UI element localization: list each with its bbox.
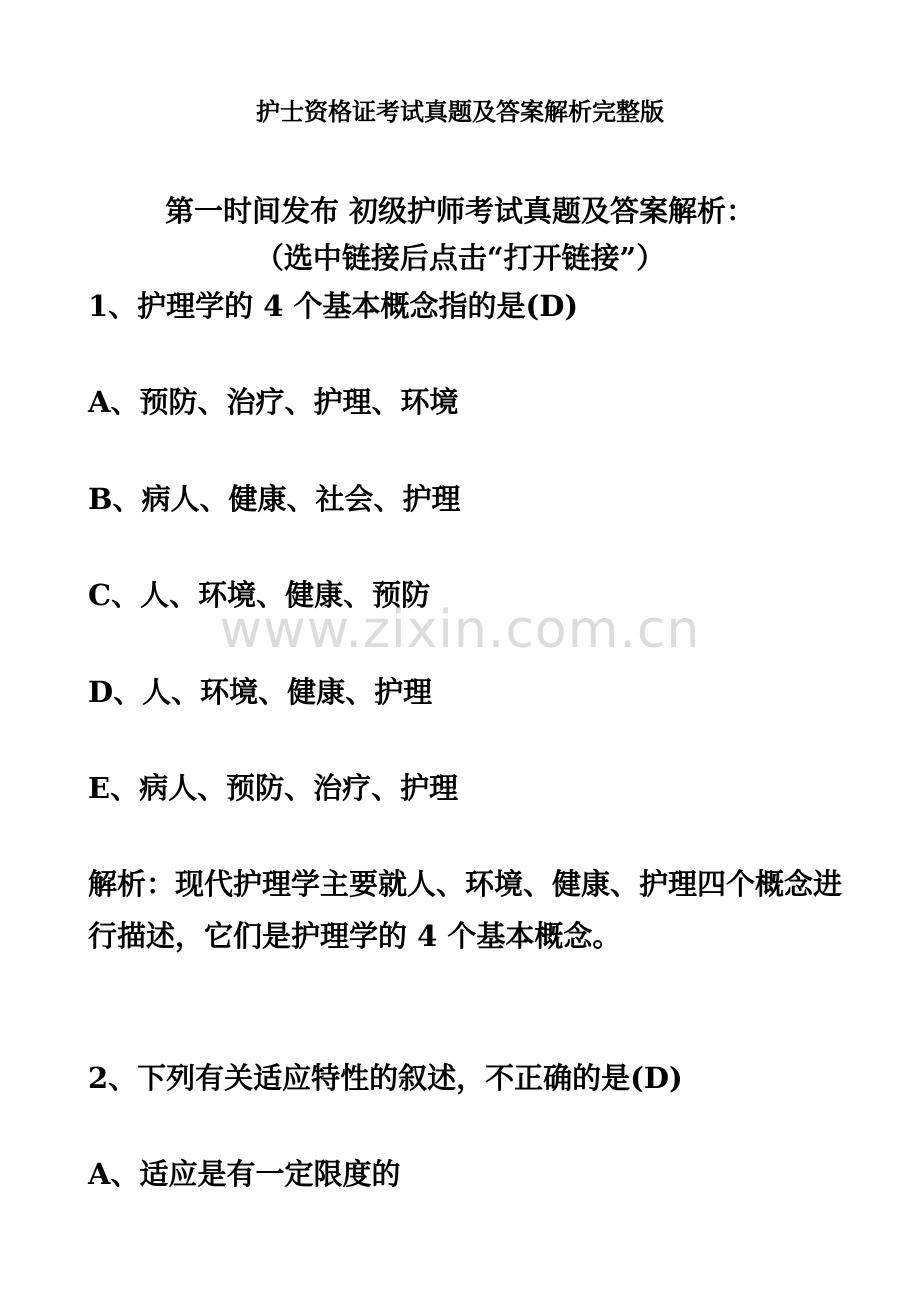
question-2-option-a: A、适应是有一定限度的	[88, 1157, 401, 1191]
question-1-option-c: C、人、环境、健康、预防	[88, 578, 431, 612]
question-1-analysis: 解析：现代护理学主要就人、环境、健康、护理四个概念进行描述，它们是护理学的 4 个基本概念。	[88, 867, 843, 953]
question-2-stem: 2、下列有关适应特性的叙述，不正确的是(D)	[88, 1061, 683, 1095]
question-1-option-e: E、病人、预防、治疗、护理	[88, 771, 459, 805]
announcement-heading: 第一时间发布 初级护师考试真题及答案解析：	[164, 194, 756, 228]
question-1-option-b: B、病人、健康、社会、护理	[88, 482, 461, 516]
document-title: 护士资格证考试真题及答案解析完整版	[256, 97, 664, 126]
question-1-option-d: D、人、环境、健康、护理	[88, 675, 433, 709]
site-watermark: www.zixin.com.cn	[219, 600, 701, 660]
question-1-stem: 1、护理学的 4 个基本概念指的是(D)	[88, 289, 579, 323]
link-instruction: （选中链接后点击“打开链接”）	[254, 241, 666, 275]
question-1-option-a: A、预防、治疗、护理、环境	[88, 385, 459, 419]
